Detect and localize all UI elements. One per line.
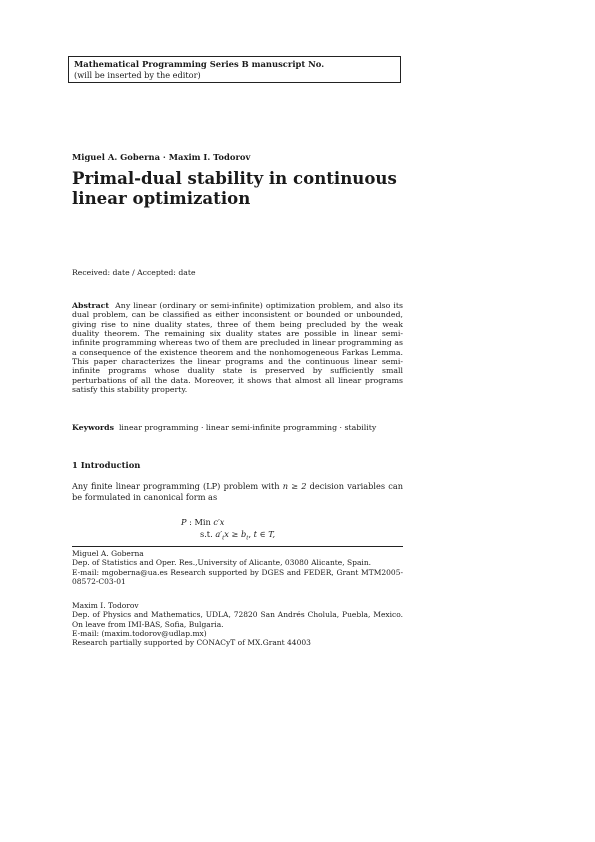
footnote-author2-support: Research partially supported by CONACyT of MX.Grant 44003: [72, 638, 311, 648]
received-dates: Received: date / Accepted: date: [72, 268, 196, 277]
editor-note: (will be inserted by the editor): [74, 70, 201, 80]
footnote-author1: [72, 549, 403, 586]
footnote-author1-name: Miguel A. Goberna: [72, 549, 144, 558]
constraint-ineq: x ≥ b: [224, 529, 247, 539]
problem-min: : Min: [186, 517, 214, 527]
paper-title: Primal-dual stability in continuous linear optimization: [72, 168, 397, 208]
problem-constraint: [200, 529, 275, 542]
constraint-a: a′: [215, 529, 223, 539]
footnote-rule: [72, 546, 403, 547]
footnote-author1-affil: Dep. of Statistics and Oper. Res.,University of Alicante, 03080 Alicante, Spain.: [72, 558, 372, 568]
journal-line: Mathematical Programming Series B manuscript No.: [74, 59, 325, 69]
constraint-index: t ∈ T,: [253, 529, 276, 539]
footnote-author2-name: Maxim I. Todorov: [72, 601, 139, 610]
problem-objective: [181, 517, 224, 527]
constraint-sub-t2: t: [246, 535, 249, 542]
intro-text-b: decision variables can be formulated in canonical form as: [72, 481, 403, 502]
author-names: Miguel A. Goberna · Maxim I. Todorov: [72, 152, 251, 162]
problem-symbol: P: [181, 517, 187, 527]
footnote-author2-affil: Dep. of Physics and Mathematics, UDLA, 72820 San Andrés Cholula, Puebla, Mexico. On leave from IMI-BAS, Sofia, Bulgaria.: [72, 610, 403, 629]
keywords-label: Keywords: [72, 423, 114, 432]
footnote-author2-email: E-mail: (maxim.todorov@udlap.mx): [72, 628, 207, 638]
constraint-sub-t: t: [222, 535, 225, 542]
constraint-sep: ,: [248, 529, 254, 539]
footnote-author2: [72, 601, 403, 647]
section-heading: 1 Introduction: [72, 460, 141, 470]
constraint-st: s.t.: [200, 529, 216, 539]
intro-text-a: Any finite linear programming (LP) problem with: [72, 481, 283, 491]
abstract-label: Abstract: [72, 301, 110, 310]
keywords-text: linear programming · linear semi-infinite programming · stability: [118, 423, 377, 432]
manuscript-header-box: [68, 56, 401, 83]
abstract-text: Any linear (ordinary or semi-infinite) optimization problem, and also its dual problem, can be classified as either inconsistent or bounded or unbounded, giving rise to nine duality states, three of them being precluded by the weak duality theorem. The remaining six duality states are possible in linear semi-infinite programming whereas two of them are precluded in linear programming as a consequence of the existence theorem and the nonhomogeneous Farkas Lemma. This paper characterizes the linear programs and the continuous linear semi-infinite programs whose duality state is preserved by sufficiently small perturbations of all the data. Moreover, it shows that almost all linear programs satisfy this stability property.: [72, 301, 403, 395]
intro-math: n ≥ 2: [282, 481, 307, 491]
intro-paragraph: [72, 481, 403, 503]
keywords: [72, 423, 403, 432]
abstract: [72, 301, 403, 394]
problem-objective-expr: c′x: [213, 517, 225, 527]
footnote-author1-contact: E-mail: mgoberna@ua.es Research supported by DGES and FEDER, Grant MTM2005-08572-C03-01: [72, 567, 403, 586]
